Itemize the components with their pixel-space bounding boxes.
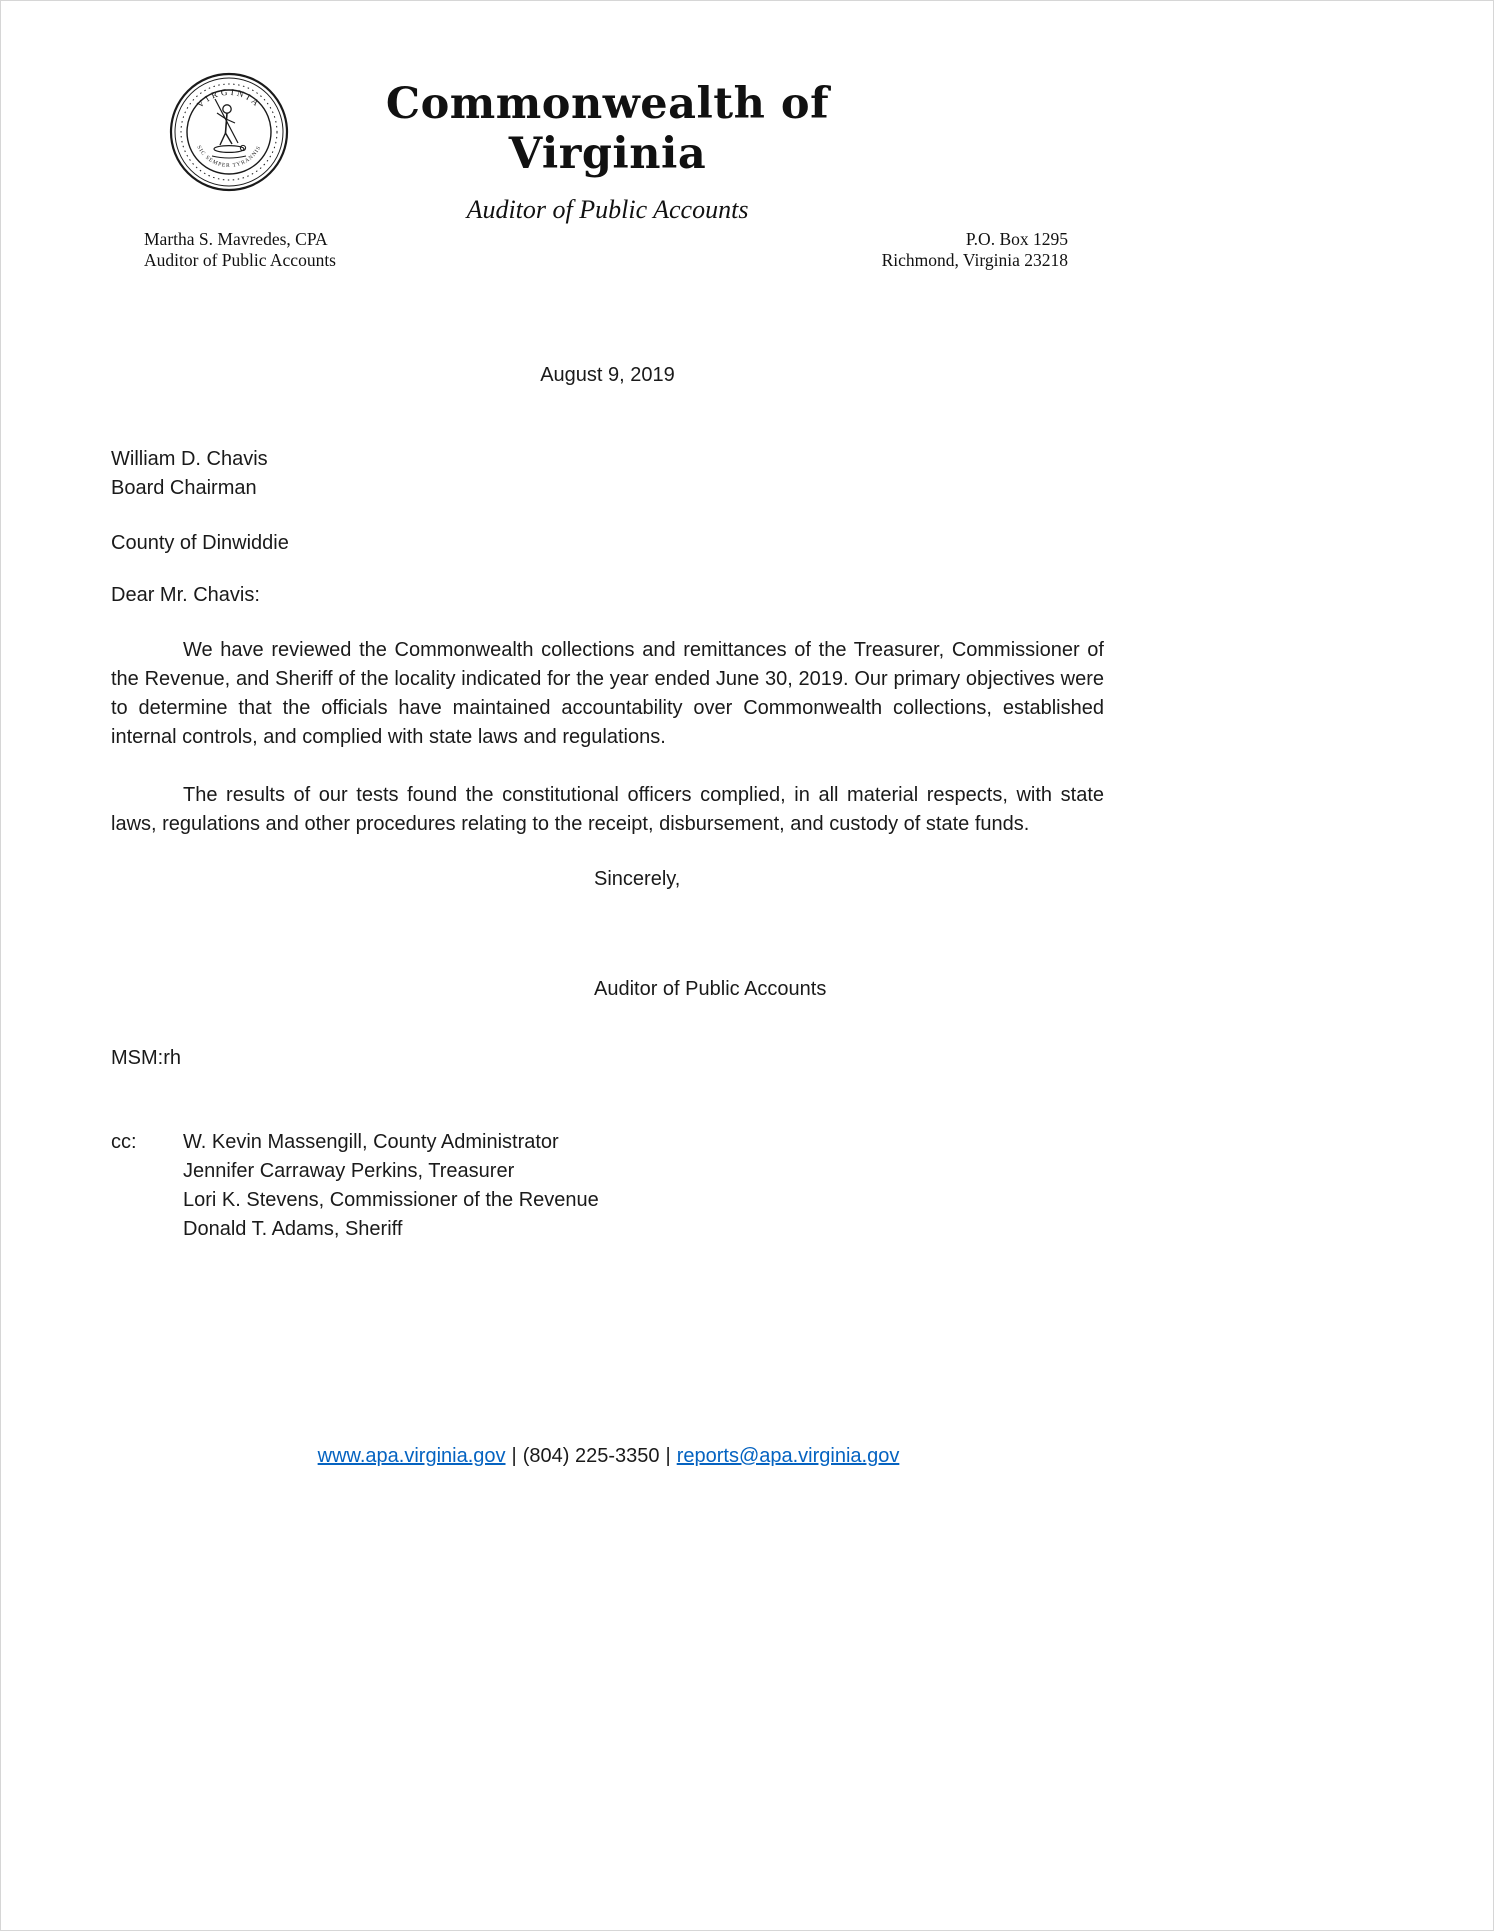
cc-block — [111, 1128, 1104, 1244]
title-block — [346, 71, 869, 225]
dept-subtitle: Auditor of Public Accounts — [466, 195, 749, 224]
recipient-title: Board Chairman — [111, 476, 257, 499]
signature-title: Auditor of Public Accounts — [594, 977, 827, 1000]
city-state-zip-line: Richmond, Virginia 23218 — [881, 250, 1068, 271]
official-name: Martha S. Mavredes, CPA — [144, 229, 328, 249]
official-block — [144, 229, 336, 272]
svg-text:SIC SEMPER TYRANNIS: SIC SEMPER TYRANNIS — [194, 144, 263, 170]
body-paragraph-1: We have reviewed the Commonwealth collections and remittances of the Treasurer, Commissioner of the Revenue, and Sheriff of the locality indicated for the year ended June 30, 2019. Our primary objectives were to determine that the officials have maintained accountability over Commonwealth collections, established internal controls, and complied with state laws and regulations. — [111, 638, 1104, 748]
cc-item: Lori K. Stevens, Commissioner of the Revenue — [183, 1188, 599, 1211]
virginia-seal-icon — [168, 71, 290, 193]
website-link[interactable]: www.apa.virginia.gov — [317, 1445, 506, 1467]
official-title: Auditor of Public Accounts — [144, 250, 336, 271]
closing-line: Sincerely, — [594, 867, 681, 890]
virginia-state-seal — [111, 71, 346, 193]
cc-label: cc: — [111, 1130, 137, 1153]
locality-line: County of Dinwiddie — [111, 531, 289, 554]
cc-list — [183, 1128, 599, 1244]
cc-item: W. Kevin Massengill, County Administrator — [183, 1130, 559, 1153]
phone-number: (804) 225-3350 — [522, 1445, 660, 1467]
footer-separator: | — [511, 1445, 517, 1467]
recipient-block — [111, 445, 1104, 503]
letterhead-contact-row — [111, 229, 1104, 272]
po-box-line: P.O. Box 1295 — [965, 229, 1068, 249]
letter-date: August 9, 2019 — [540, 363, 675, 386]
org-title: Commonwealth of Virginia — [385, 79, 830, 179]
cc-item: Jennifer Carraway Perkins, Treasurer — [183, 1159, 515, 1182]
address-block — [882, 229, 1068, 272]
letterhead — [111, 71, 1104, 225]
salutation: Dear Mr. Chavis: — [111, 583, 260, 606]
svg-text:VIRGINIA: VIRGINIA — [194, 86, 263, 110]
cc-item: Donald T. Adams, Sheriff — [183, 1217, 403, 1240]
email-link[interactable]: reports@apa.virginia.gov — [676, 1445, 900, 1467]
footer-contact-line — [111, 1445, 1106, 1468]
body-paragraph-2: The results of our tests found the constitutional officers complied, in all material respects, with state laws, regulations and other procedures relating to the receipt, disbursement, and custody of state funds. — [111, 783, 1104, 835]
recipient-name: William D. Chavis — [111, 447, 268, 470]
footer-separator: | — [665, 1445, 671, 1467]
reference-initials: MSM:rh — [111, 1046, 181, 1069]
